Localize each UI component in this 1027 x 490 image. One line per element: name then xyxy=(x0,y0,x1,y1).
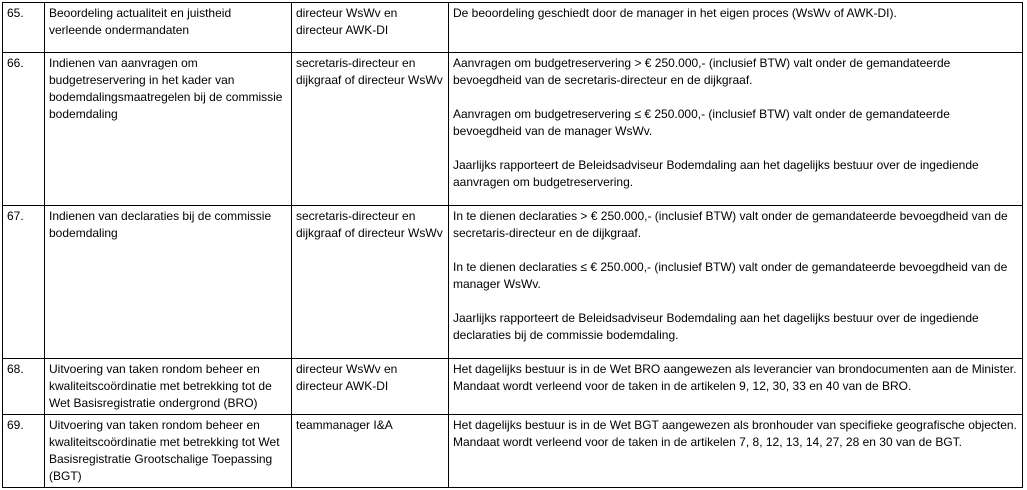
row-number: 69. xyxy=(3,415,45,488)
row-subject: Uitvoering van taken rondom beheer en kwaliteitscoördinatie met betrekking tot Wet Basisregistratie Grootschalige Toepassing (BGT) xyxy=(45,415,292,488)
note-paragraph: Het dagelijks bestuur is in de Wet BGT aangewezen als bronhouder van specifieke geografische objecten. Mandaat wordt verleend voor de taken in de artikelen 7, 8, 12, 13, 14, 27, 28 en 30 van de BGT. xyxy=(453,418,1017,449)
table-row xyxy=(3,206,1023,359)
note-paragraph: De beoordeling geschiedt door de manager in het eigen proces (WsWv of AWK-DI). xyxy=(453,6,897,20)
row-number: 68. xyxy=(3,359,45,415)
table-row xyxy=(3,359,1023,415)
row-notes xyxy=(449,415,1023,488)
row-authority: secretaris-directeur en dijkgraaf of directeur WsWv xyxy=(292,206,449,359)
note-paragraph: Jaarlijks rapporteert de Beleidsadviseur Bodemdaling aan het dagelijks bestuur over de ingediende declaraties bij de commissie bodemdaling. xyxy=(453,311,979,342)
row-notes xyxy=(449,359,1023,415)
row-subject: Uitvoering van taken rondom beheer en kwaliteitscoördinatie met betrekking tot de Wet Basisregistratie ondergrond (BRO) xyxy=(45,359,292,415)
table-row xyxy=(3,3,1023,53)
note-paragraph: In te dienen declaraties ≤ € 250.000,- (inclusief BTW) valt onder de gemandateerde bevoegdheid van de manager WsWv. xyxy=(453,260,1008,291)
note-paragraph: Jaarlijks rapporteert de Beleidsadviseur Bodemdaling aan het dagelijks bestuur over de ingediende aanvragen om budgetreservering. xyxy=(453,158,979,189)
row-subject: Beoordeling actualiteit en juistheid verleende ondermandaten xyxy=(45,3,292,53)
note-line: Het dagelijks bestuur is in de Wet BRO aangewezen als leverancier van brondocumenten aan de Minister. xyxy=(453,362,1017,376)
row-subject: Indienen van aanvragen om budgetreservering in het kader van bodemdalingsmaatregelen bij de commissie bodemdaling xyxy=(45,53,292,206)
table-row xyxy=(3,53,1023,206)
row-number: 66. xyxy=(3,53,45,206)
row-subject: Indienen van declaraties bij de commissie bodemdaling xyxy=(45,206,292,359)
note-paragraph: Aanvragen om budgetreservering > € 250.000,- (inclusief BTW) valt onder de gemandateerde bevoegdheid van de secretaris-directeur en de dijkgraaf. xyxy=(453,56,951,87)
row-number: 67. xyxy=(3,206,45,359)
note-paragraph: Aanvragen om budgetreservering ≤ € 250.000,- (inclusief BTW) valt onder de gemandateerde bevoegdheid van de manager WsWv. xyxy=(453,107,950,138)
row-authority: secretaris-directeur en dijkgraaf of directeur WsWv xyxy=(292,53,449,206)
note-line: Mandaat wordt verleend voor de taken in de artikelen 9, 12, 30, 33 en 40 van de BRO. xyxy=(453,379,912,393)
mandate-table xyxy=(2,2,1023,488)
row-notes xyxy=(449,53,1023,206)
row-authority: teammanager I&A xyxy=(292,415,449,488)
row-number: 65. xyxy=(3,3,45,53)
row-notes xyxy=(449,3,1023,53)
row-authority: directeur WsWv en directeur AWK-DI xyxy=(292,3,449,53)
row-notes xyxy=(449,206,1023,359)
note-paragraph: In te dienen declaraties > € 250.000,- (inclusief BTW) valt onder de gemandateerde bevoegdheid van de secretaris-directeur en de dijkgraaf. xyxy=(453,209,1008,240)
table-row xyxy=(3,415,1023,488)
row-authority: directeur WsWv en directeur AWK-DI xyxy=(292,359,449,415)
